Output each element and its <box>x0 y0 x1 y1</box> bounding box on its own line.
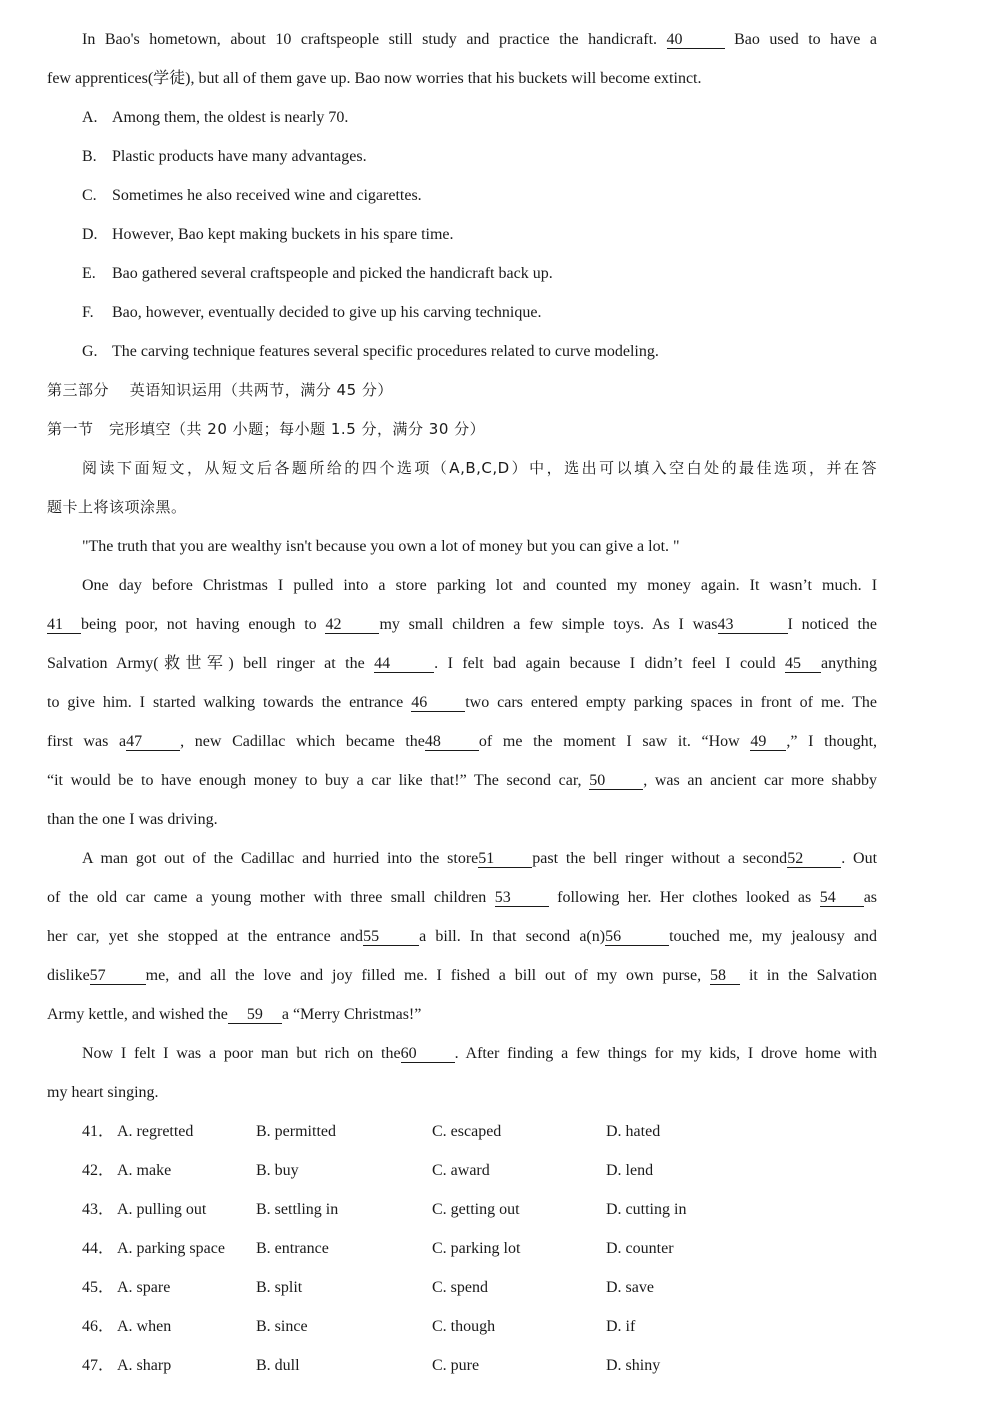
choice-a[interactable]: A. sharp <box>117 1357 172 1374</box>
choice-c[interactable]: C. getting out <box>432 1201 520 1218</box>
blank-43: 43 <box>718 616 788 634</box>
question-number: 41． <box>82 1123 115 1140</box>
choice-d[interactable]: D. lend <box>606 1162 654 1179</box>
choice-d[interactable]: D. save <box>606 1279 654 1296</box>
blank-49: 49 <box>750 733 786 751</box>
choice-c[interactable]: C. award <box>432 1162 490 1179</box>
question-number: 43． <box>82 1201 115 1218</box>
choice-b[interactable]: B. entrance <box>256 1240 329 1257</box>
passage-text: As I was <box>651 616 718 633</box>
choice-d[interactable]: D. shiny <box>606 1357 661 1374</box>
option-letter: A. <box>82 109 98 126</box>
option-text: The carving technique features several specific procedures related to curve modeling. <box>112 343 659 360</box>
passage-text: as <box>863 889 878 906</box>
passage-line <box>82 1044 877 1064</box>
question-number: 42． <box>82 1162 115 1179</box>
passage-text: two cars entered empty parking spaces in front of me. The <box>465 694 878 711</box>
option-text: However, Bao kept making buckets in his spare time. <box>112 226 454 243</box>
blank-40: 40 <box>667 31 725 49</box>
passage-text: . I felt bad again because I didn’t feel I could <box>434 655 776 672</box>
passage-text: Now I felt I was a poor man but rich on the <box>82 1045 401 1062</box>
question-number: 45． <box>82 1279 115 1296</box>
blank-45: 45 <box>785 655 821 673</box>
choice-b[interactable]: B. permitted <box>256 1123 336 1140</box>
passage-text: ,” I thought, <box>786 733 878 750</box>
passage-line <box>47 888 877 908</box>
choice-c[interactable]: C. escaped <box>432 1123 502 1140</box>
choice-a[interactable]: A. spare <box>117 1279 171 1296</box>
passage-line <box>47 771 877 791</box>
passage-text: anything <box>821 655 878 672</box>
passage-text: of me the moment I saw it. “How <box>478 733 740 750</box>
passage-text: dislike <box>47 967 90 984</box>
choice-c[interactable]: C. pure <box>432 1357 480 1374</box>
question-number: 44． <box>82 1240 115 1257</box>
choice-a[interactable]: A. when <box>117 1318 172 1335</box>
option-text: Among them, the oldest is nearly 70. <box>112 109 349 126</box>
option-f <box>82 303 877 323</box>
question-number: 46． <box>82 1318 115 1335</box>
option-b <box>82 147 877 167</box>
passage-line: my heart singing. <box>47 1084 159 1101</box>
passage-line <box>47 1005 877 1025</box>
passage-text: of the old car came a young mother with three small children <box>47 889 487 906</box>
subsection-heading: 第一节 完形填空（共 20 小题；每小题 1.5 分，满分 30 分） <box>47 420 486 438</box>
option-letter: B. <box>82 148 97 165</box>
intro-line-1 <box>82 30 877 50</box>
option-text: Plastic products have many advantages. <box>112 148 367 165</box>
choice-a[interactable]: A. parking space <box>117 1240 225 1257</box>
intro-text: In Bao's hometown, about 10 craftspeople still study and practice the handicraft. <box>82 31 658 48</box>
passage-text: “it would be to have enough money to buy a car like that!” The second car, <box>47 772 582 789</box>
blank-42: 42 <box>325 616 379 634</box>
passage-text: touched me, my jealousy and <box>669 928 878 945</box>
passage-text: my small children a few simple toys. <box>379 616 645 633</box>
passage-text: , was an ancient car more shabby <box>643 772 877 789</box>
option-a <box>82 108 877 128</box>
passage-text: a bill. In that second a(n) <box>419 928 606 945</box>
passage-text: Salvation Army(救世军) bell ringer at the <box>47 655 365 672</box>
choice-b[interactable]: B. buy <box>256 1162 299 1179</box>
blank-50: 50 <box>589 772 643 790</box>
choice-b[interactable]: B. since <box>256 1318 308 1335</box>
option-letter: D. <box>82 226 98 243</box>
passage-text: . After finding a few things for my kids, I drove home with <box>454 1045 877 1062</box>
passage-text: I noticed the <box>787 616 878 633</box>
blank-41: 41 <box>47 616 81 634</box>
passage-text: , new Cadillac which became the <box>180 733 425 750</box>
passage-text: following her. Her clothes looked as <box>557 889 812 906</box>
instruction-line-1: 阅读下面短文，从短文后各题所给的四个选项（A,B,C,D）中，选出可以填入空白处的最佳选项，并在答 <box>82 459 877 477</box>
choice-c[interactable]: C. parking lot <box>432 1240 521 1257</box>
blank-58: 58 <box>710 967 740 985</box>
blank-56: 56 <box>605 928 669 946</box>
choice-c[interactable]: C. spend <box>432 1279 488 1296</box>
choice-c[interactable]: C. though <box>432 1318 496 1335</box>
passage-text: first was a <box>47 733 127 750</box>
blank-47: 47 <box>126 733 180 751</box>
choice-d[interactable]: D. cutting in <box>606 1201 687 1218</box>
blank-54: 54 <box>820 889 864 907</box>
passage-text: a “Merry Christmas!” <box>281 1006 422 1023</box>
passage-line <box>47 966 877 986</box>
passage-line <box>47 654 877 674</box>
option-e <box>82 264 877 284</box>
passage-text: One day before Christmas I pulled into a store parking lot and counted my money again. It wasn’t much. <box>82 577 862 594</box>
blank-59: 59 <box>228 1006 282 1024</box>
choice-a[interactable]: A. pulling out <box>117 1201 207 1218</box>
passage-text: to give him. I started walking towards the entrance <box>47 694 404 711</box>
passage-text: . Out <box>841 850 878 867</box>
passage-text: A man got out of the Cadillac and hurried into the store <box>82 850 479 867</box>
passage-text: I <box>871 577 878 594</box>
choice-b[interactable]: B. split <box>256 1279 303 1296</box>
instruction-line-2: 题卡上将该项涂黑。 <box>47 498 187 516</box>
question-number: 47． <box>82 1357 115 1374</box>
blank-52: 52 <box>787 850 841 868</box>
blank-53: 53 <box>495 889 549 907</box>
passage-quote: "The truth that you are wealthy isn't because you own a lot of money but you can give a lot. " <box>82 538 680 555</box>
choice-a[interactable]: A. regretted <box>117 1123 194 1140</box>
passage-text: Army kettle, and wished the <box>47 1006 228 1023</box>
passage-line <box>47 732 877 752</box>
blank-57: 57 <box>90 967 146 985</box>
passage-line <box>82 849 877 869</box>
passage-text: her car, yet she stopped at the entrance and <box>47 928 364 945</box>
section-heading: 第三部分 英语知识运用（共两节，满分 45 分） <box>47 381 393 399</box>
option-letter: F. <box>82 304 94 321</box>
option-text: Sometimes he also received wine and cigarettes. <box>112 187 422 204</box>
option-letter: E. <box>82 265 96 282</box>
option-text: Bao gathered several craftspeople and picked the handicraft back up. <box>112 265 553 282</box>
passage-line <box>47 693 877 713</box>
choice-b[interactable]: B. dull <box>256 1357 300 1374</box>
blank-60: 60 <box>401 1045 455 1063</box>
blank-48: 48 <box>425 733 479 751</box>
passage-text: being poor, not having enough to <box>81 616 317 633</box>
option-letter: G. <box>82 343 98 360</box>
blank-44: 44 <box>374 655 434 673</box>
choice-a[interactable]: A. make <box>117 1162 172 1179</box>
option-c <box>82 186 877 206</box>
choice-d[interactable]: D. if <box>606 1318 636 1335</box>
passage-line: than the one I was driving. <box>47 811 218 828</box>
option-letter: C. <box>82 187 97 204</box>
choice-d[interactable]: D. hated <box>606 1123 661 1140</box>
blank-46: 46 <box>411 694 465 712</box>
passage-text: past the bell ringer without a second <box>532 850 788 867</box>
passage-text: me, and all the love and joy filled me. I fished a bill out of my own purse, <box>145 967 702 984</box>
blank-51: 51 <box>478 850 532 868</box>
passage-line <box>82 576 877 596</box>
choice-d[interactable]: D. counter <box>606 1240 674 1257</box>
choice-b[interactable]: B. settling in <box>256 1201 339 1218</box>
passage-line <box>47 615 877 635</box>
option-d <box>82 225 877 245</box>
intro-line-2: few apprentices(学徒), but all of them gave up. Bao now worries that his buckets will become extinct. <box>47 70 702 87</box>
option-g <box>82 342 877 362</box>
option-text: Bao, however, eventually decided to give up his carving technique. <box>112 304 542 321</box>
blank-55: 55 <box>363 928 419 946</box>
intro-text: Bao used to have a <box>734 31 878 48</box>
passage-text: it in the Salvation <box>748 967 878 984</box>
passage-line <box>47 927 877 947</box>
